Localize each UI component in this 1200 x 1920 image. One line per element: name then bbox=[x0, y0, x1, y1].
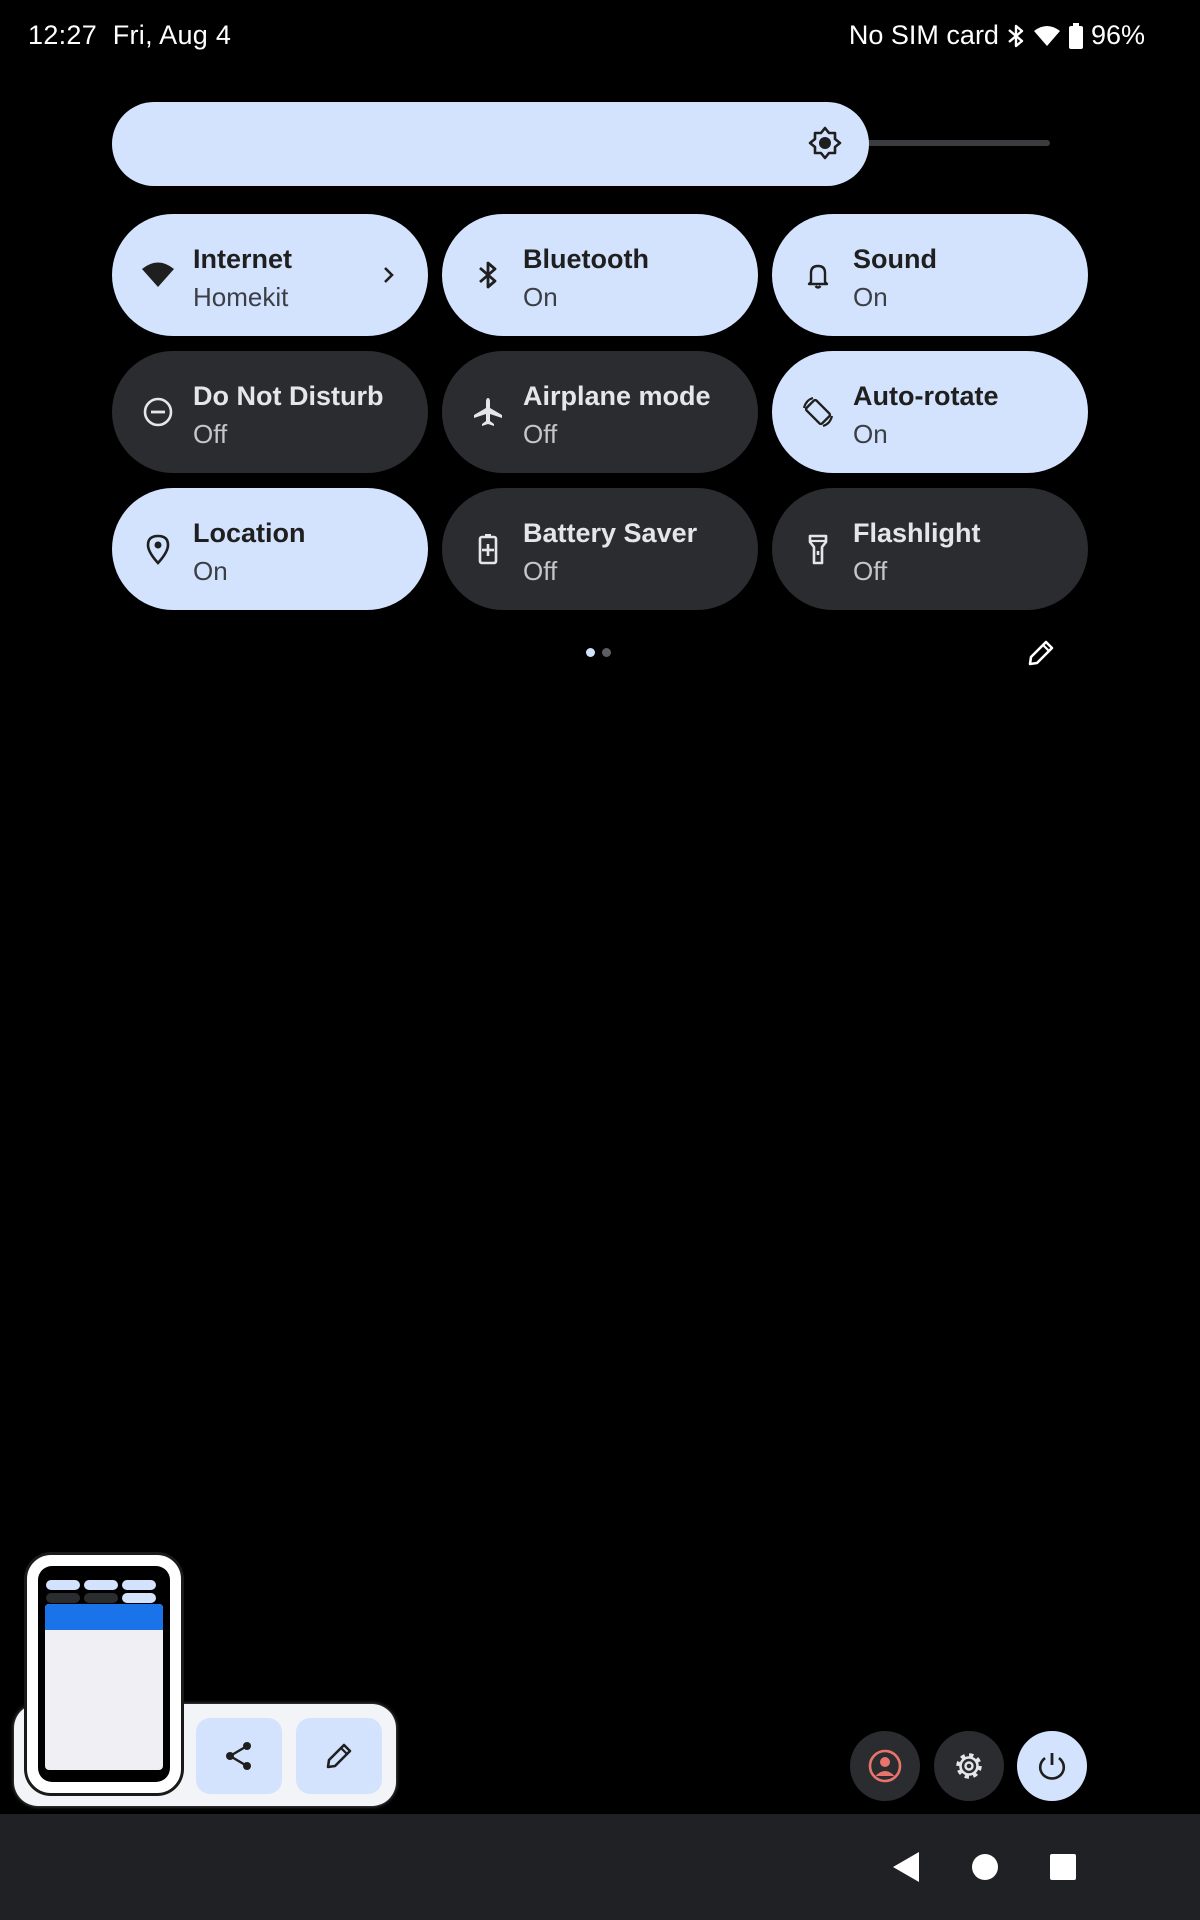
tile-internet[interactable] bbox=[112, 214, 428, 336]
back-icon[interactable] bbox=[886, 1846, 928, 1888]
screenshot-thumbnail[interactable] bbox=[27, 1555, 181, 1793]
status-clock bbox=[28, 20, 231, 51]
tile-title: Flashlight bbox=[853, 518, 981, 548]
tile-subtitle: Off bbox=[523, 556, 558, 586]
sim-status: No SIM card bbox=[848, 20, 999, 50]
thumb-tile bbox=[84, 1580, 118, 1590]
power-icon bbox=[1034, 1748, 1070, 1784]
auto-rotate-icon bbox=[800, 394, 836, 430]
user-icon bbox=[867, 1748, 903, 1784]
brightness-slider[interactable] bbox=[112, 102, 869, 186]
do-not-disturb-icon bbox=[140, 394, 176, 430]
tile-title: Location bbox=[193, 518, 306, 548]
page-dot-active[interactable] bbox=[586, 648, 595, 657]
settings-button[interactable] bbox=[934, 1731, 1004, 1801]
thumb-tile bbox=[84, 1593, 118, 1603]
thumb-tile bbox=[46, 1593, 80, 1603]
tile-title: Internet bbox=[193, 244, 293, 274]
battery-percent: 96% bbox=[1090, 20, 1145, 50]
tile-bluetooth[interactable] bbox=[442, 214, 758, 336]
tile-flashlight[interactable] bbox=[772, 488, 1088, 610]
edit-tiles-pencil-icon[interactable] bbox=[1024, 636, 1058, 670]
tile-title: Bluetooth bbox=[523, 244, 649, 274]
pencil-icon bbox=[322, 1739, 356, 1773]
status-bar bbox=[0, 0, 1200, 76]
gear-icon bbox=[951, 1748, 987, 1784]
power-button[interactable] bbox=[1017, 1731, 1087, 1801]
tile-title: Battery Saver bbox=[523, 518, 698, 548]
status-indicators bbox=[849, 20, 1145, 51]
tile-battery-saver[interactable] bbox=[442, 488, 758, 610]
user-switcher-button[interactable] bbox=[850, 1731, 920, 1801]
brightness-icon bbox=[808, 126, 842, 160]
chevron-right-icon bbox=[376, 260, 402, 290]
tile-title: Airplane mode bbox=[523, 381, 711, 411]
bluetooth-icon bbox=[470, 257, 506, 293]
thumb-tile bbox=[46, 1580, 80, 1590]
page-dot[interactable] bbox=[602, 648, 611, 657]
location-pin-icon bbox=[140, 531, 176, 567]
bluetooth-status-icon bbox=[1007, 23, 1025, 49]
screenshot-thumbnail-content bbox=[38, 1566, 170, 1782]
recents-icon[interactable] bbox=[1042, 1846, 1084, 1888]
thumb-tile bbox=[122, 1593, 156, 1603]
battery-status-icon bbox=[1069, 23, 1083, 49]
tile-title: Auto-rotate bbox=[853, 381, 999, 411]
wifi-status-icon bbox=[1033, 24, 1061, 48]
battery-saver-icon bbox=[470, 531, 506, 567]
tile-sound[interactable] bbox=[772, 214, 1088, 336]
thumb-tile bbox=[122, 1580, 156, 1590]
tile-subtitle: On bbox=[193, 556, 228, 586]
tile-subtitle: On bbox=[523, 282, 558, 312]
share-icon bbox=[222, 1739, 256, 1773]
home-icon[interactable] bbox=[964, 1846, 1006, 1888]
tile-subtitle: Off bbox=[853, 556, 888, 586]
wifi-icon bbox=[140, 257, 176, 293]
tile-airplane-mode[interactable] bbox=[442, 351, 758, 473]
tile-title: Sound bbox=[853, 244, 937, 274]
tile-location[interactable] bbox=[112, 488, 428, 610]
share-button[interactable] bbox=[196, 1718, 282, 1794]
flashlight-icon bbox=[800, 531, 836, 567]
status-date: Fri, Aug 4 bbox=[112, 20, 232, 50]
thumb-notification-card bbox=[45, 1604, 163, 1770]
tile-title: Do Not Disturb bbox=[193, 381, 384, 411]
tile-subtitle: On bbox=[853, 282, 888, 312]
tile-subtitle: Homekit bbox=[193, 282, 289, 312]
airplane-icon bbox=[470, 394, 506, 430]
bell-icon bbox=[800, 257, 836, 293]
tile-subtitle: On bbox=[853, 419, 888, 449]
tile-subtitle: Off bbox=[193, 419, 228, 449]
edit-screenshot-button[interactable] bbox=[296, 1718, 382, 1794]
tile-auto-rotate[interactable] bbox=[772, 351, 1088, 473]
thumb-notification-header bbox=[45, 1604, 163, 1630]
tile-do-not-disturb[interactable] bbox=[112, 351, 428, 473]
status-time: 12:27 bbox=[28, 20, 98, 50]
navigation-bar bbox=[0, 1814, 1200, 1920]
tile-subtitle: Off bbox=[523, 419, 558, 449]
page-indicator bbox=[586, 648, 611, 657]
